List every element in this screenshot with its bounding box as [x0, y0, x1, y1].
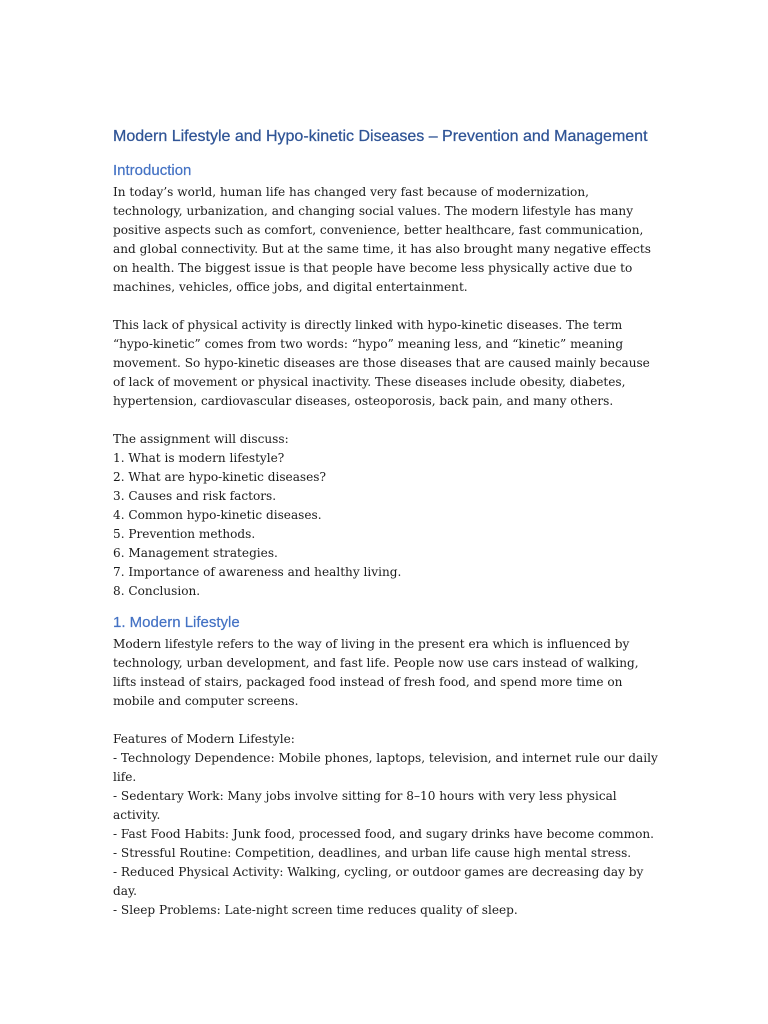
- modern-lifestyle-paragraph: Modern lifestyle refers to the way of living in the present era which is influenced by technology, urban development, and fast life. People now use cars instead of walking, lifts instead of stairs, packaged food instead of fresh food, and spend more time on mobile and computer screens.: [113, 637, 639, 708]
- list-item: 8. Conclusion.: [113, 584, 201, 598]
- list-item: 7. Importance of awareness and healthy living.: [113, 565, 402, 579]
- list-item: 1. What is modern lifestyle?: [113, 451, 285, 465]
- list-item: - Technology Dependence: Mobile phones, laptops, television, and internet rule our daily life.: [113, 751, 658, 784]
- list-item: 6. Management strategies.: [113, 546, 278, 560]
- heading-introduction: Introduction: [113, 162, 192, 179]
- list-item: 4. Common hypo-kinetic diseases.: [113, 508, 322, 522]
- list-item: - Sleep Problems: Late-night screen time reduces quality of sleep.: [113, 903, 518, 917]
- list-item: 5. Prevention methods.: [113, 527, 256, 541]
- document-title: Modern Lifestyle and Hypo-kinetic Diseases – Prevention and Management: [113, 128, 648, 145]
- list-item: 3. Causes and risk factors.: [113, 489, 277, 503]
- assignment-list-intro: The assignment will discuss:: [113, 432, 289, 446]
- features-intro: Features of Modern Lifestyle:: [113, 732, 295, 746]
- heading-modern-lifestyle: 1. Modern Lifestyle: [113, 614, 240, 631]
- intro-paragraph-2: This lack of physical activity is directly linked with hypo-kinetic diseases. The term “hypo-kinetic” comes from two words: “hypo” meaning less, and “kinetic” meaning movement. So hypo-kinetic diseases are those diseases that are caused mainly because of lack of movement or physical inactivity. These diseases include obesity, diabetes, hypertension, cardiovascular diseases, osteoporosis, back pain, and many others.: [113, 318, 650, 408]
- features-list: [113, 749, 658, 920]
- list-item: - Stressful Routine: Competition, deadlines, and urban life cause high mental stress.: [113, 846, 632, 860]
- list-item: - Fast Food Habits: Junk food, processed food, and sugary drinks have become common.: [113, 827, 654, 841]
- list-item: - Reduced Physical Activity: Walking, cycling, or outdoor games are decreasing day by day.: [113, 865, 644, 898]
- assignment-list: [113, 449, 658, 601]
- list-item: 2. What are hypo-kinetic diseases?: [113, 470, 326, 484]
- list-item: - Sedentary Work: Many jobs involve sitting for 8–10 hours with very less physical activity.: [113, 789, 617, 822]
- intro-paragraph-1: In today’s world, human life has changed very fast because of modernization, technology, urbanization, and changing social values. The modern lifestyle has many positive aspects such as comfort, convenience, better healthcare, fast communication, and global connectivity. But at the same time, it has also brought many negative effects on health. The biggest issue is that people have become less physically active due to machines, vehicles, office jobs, and digital entertainment.: [113, 185, 651, 294]
